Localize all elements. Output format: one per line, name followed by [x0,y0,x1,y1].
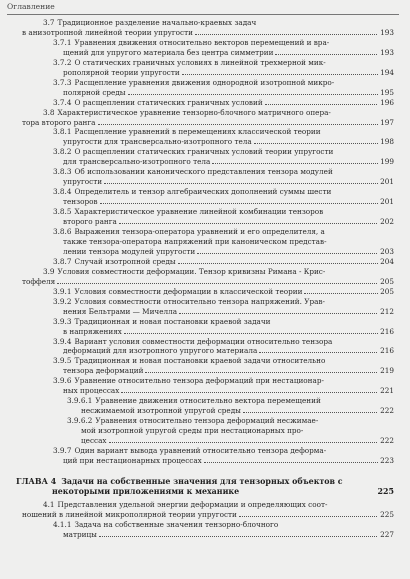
toc-page-number: 202 [380,217,394,227]
toc-entry[interactable] [0,337,410,357]
toc-entry-number: 3.8.6 [53,227,72,237]
toc-entry-title-line: Выражения тензора-оператора уравнений и его определителя, а [74,227,325,237]
toc-page-number: 201 [380,177,394,187]
toc-page-number: 193 [380,47,394,57]
toc-entry-title-line: Представления удельной энергии деформации и определяющих соот- [57,499,328,509]
toc-entry-title-line: Расщепление уравнения движения однородной изотропной микро- [74,77,335,87]
toc-entry-title-line: нения Бельтрами — Мичелла [63,306,178,316]
toc-entry-title-line: Традиционная и новая постановки краевой задачи относительно [74,356,326,366]
toc-entry-title-line: для трансверсально-изотропного тела [63,157,211,167]
toc-entry-title-line: Уравнение относительно тензора деформаций при нестационар- [74,376,324,386]
toc-entry[interactable] [0,257,410,267]
toc-entry-title-line: лении тензора модулей упругости [63,246,196,256]
toc-page-number: 216 [380,326,394,336]
toc-page-number: 222 [380,436,394,446]
toc-entry[interactable] [0,108,410,128]
toc-entry-title-line: ных процессах [63,386,120,396]
toc-entry-title-line: Об использовании канонического представления тензора модулей [74,167,333,177]
dot-leader [265,104,394,105]
toc-entry-number: 3.9.5 [53,356,72,366]
toc-entry-title-line: щений для упругого материала без центра симметрии [63,47,274,57]
toc-entry[interactable] [0,227,410,257]
toc-entry[interactable] [0,500,410,520]
toc-entry-number: 3.9.6.1 [67,396,93,406]
toc-entry-title-line: Вариант условия совместности деформации относительно тензора [74,336,333,346]
toc-page-number: 222 [380,406,394,416]
toc-entry-number: 3.9.1 [53,286,72,296]
toc-entry-number: 3.8.4 [53,187,72,197]
dot-leader [121,392,394,393]
toc-page-number: 197 [380,117,394,127]
toc-page-number: 196 [380,97,394,107]
toc-page-number: 199 [380,157,394,167]
running-header: Оглавление [7,2,55,11]
toc-entry[interactable] [0,317,410,337]
toc-entry[interactable] [0,207,410,227]
dot-leader [212,163,394,164]
toc-entry-number: 3.9.7 [53,445,72,455]
toc-entry-number: 3.9.6 [53,376,72,386]
chapter-page-number: 225 [377,487,394,497]
toc-page-number: 195 [380,87,394,97]
dot-leader [259,352,394,353]
dot-leader [179,313,394,314]
toc-entry-title-line: Условия совместности деформации в классической теории [74,286,303,296]
toc-entry-number: 3.8.1 [53,127,72,137]
toc-entry-number: 3.8.5 [53,207,72,217]
toc-page-number: 219 [380,366,394,376]
toc-page-number: 193 [380,27,394,37]
toc-entry-title-line: Случай изотропной среды [74,256,176,266]
toc-entry-title-line: Расщепление уравнений в перемещениях классической теории [74,127,321,137]
toc-page-number: 205 [380,276,394,286]
chapter-title-line: Задачи на собственные значения для тензорных объектов с [61,476,343,486]
dot-leader [99,536,394,537]
table-of-contents [0,18,410,540]
dot-leader [109,442,395,443]
dot-leader [182,74,394,75]
toc-entry-number: 3.8.2 [53,147,72,157]
dot-leader [239,516,394,517]
toc-entry-number: 3.8.3 [53,167,72,177]
toc-entry-title-line: Определитель и тензор алгебраических дополнений суммы шести [74,187,332,197]
toc-entry-title-line: в анизотропной линейной теории упругости [22,27,193,37]
dot-leader [98,124,395,125]
toc-page-number: 198 [380,137,394,147]
dot-leader [128,94,394,95]
toc-entry-number: 4.1 [43,499,55,509]
toc-entry-title-line: Условия совместности деформации. Тензор кривизны Римана - Крис- [57,266,326,276]
toc-entry[interactable] [0,98,410,108]
dot-leader [145,372,394,373]
toc-entry-title-line: упругости [63,177,103,187]
toc-page-number: 201 [380,197,394,207]
toc-entry[interactable] [0,287,410,297]
dot-leader [100,203,394,204]
toc-page-number: 212 [380,306,394,316]
chapter-heading[interactable] [0,477,410,498]
toc-entry-title-line: деформаций для изотропного упругого материала [63,346,258,356]
toc-entry-number: 3.8.7 [53,256,72,266]
toc-page-number: 204 [380,256,394,266]
toc-entry-number: 3.9.6.2 [67,416,93,426]
toc-entry-title-line: также тензора-оператора напряжений при каноническом представ- [63,236,327,246]
toc-entry-title-line: Уравнения относительно тензора деформаций несжимае- [95,416,319,426]
dot-leader [124,333,394,334]
toc-entry-number: 3.9.4 [53,336,72,346]
toc-entry-number: 3.7.2 [53,57,72,67]
toc-entry-number: 3.9 [43,266,55,276]
toc-entry-title-line: цессах [81,436,107,446]
header-rule [7,14,399,15]
toc-entry-number: 3.7.3 [53,77,72,87]
toc-entry-number: 3.9.3 [53,316,72,326]
toc-entry[interactable] [0,297,410,317]
toc-entry[interactable] [0,267,410,287]
toc-entry-title-line: тензоров [63,197,98,207]
toc-page-number: 223 [380,455,394,465]
dot-leader [104,183,394,184]
toc-entry-title-line: Один вариант вывода уравнений относительно тензора деформа- [74,445,327,455]
toc-entry-title-line: Условия совместности относительно тензора напряжений. Урав- [74,296,325,306]
toc-entry[interactable] [0,356,410,376]
toc-page-number: 203 [380,246,394,256]
dot-leader [57,283,394,284]
toc-entry-title-line: Характеристическое уравнение линейной комбинации тензоров [74,207,324,217]
toc-entry-title-line: в напряжениях [63,326,122,336]
toc-entry-title-line: Уравнение движения относительно вектора перемещений [95,396,321,406]
toc-entry[interactable] [0,38,410,58]
toc-entry-title-line: второго ранга [63,217,117,227]
toc-entry-title-line: О расщеплении статических граничных условий теории упругости [74,147,334,157]
dot-leader [243,412,394,413]
toc-entry-title-line: ций при нестационарных процессах [63,455,202,465]
toc-entry-title-line: Характеристическое уравнение тензорно-блочного матричного опера- [57,107,331,117]
dot-leader [275,54,394,55]
toc-entry-number: 3.7.1 [53,37,72,47]
toc-page-number: 205 [380,286,394,296]
toc-entry[interactable] [0,78,410,98]
toc-entry[interactable] [0,58,410,78]
toc-entry-title-line: мой изотропной упругой среды при нестационарных про- [81,426,304,436]
chapter-label: ГЛАВА 4 [16,476,57,486]
toc-page-number: 216 [380,346,394,356]
toc-entry-title-line: О расщеплении статических граничных условий [74,97,263,107]
toc-entry[interactable] [0,416,410,446]
toc-entry[interactable] [0,520,410,540]
toc-entry-number: 3.9.2 [53,296,72,306]
toc-entry[interactable] [0,187,410,207]
toc-entry-title-line: О статических граничных условиях в линейной трехмерной мик- [74,57,326,67]
toc-entry-title-line: тора второго ранга [22,117,96,127]
toc-page-number: 221 [380,386,394,396]
toc-entry-number: 3.7.4 [53,97,72,107]
dot-leader [254,143,394,144]
dot-leader [119,223,394,224]
toc-entry[interactable] [0,127,410,147]
toc-entry-title-line: полярной среды [63,87,126,97]
toc-entry[interactable] [0,147,410,167]
toc-entry[interactable] [0,396,410,416]
toc-entry[interactable] [0,167,410,187]
toc-entry[interactable] [0,446,410,466]
toc-entry[interactable] [0,376,410,396]
toc-entry-title-line: ношений в линейной микрополярной теории упругости [22,509,237,519]
toc-entry-title-line: упругости для трансверсально-изотропного тела [63,137,252,147]
dot-leader [204,462,394,463]
toc-entry-title-line: Традиционная и новая постановки краевой задачи [74,316,271,326]
toc-entry-title-line: матрицы [63,529,97,539]
toc-page-number: 227 [380,529,394,539]
dot-leader [178,263,394,264]
toc-entry-number: 4.1.1 [53,519,72,529]
chapter-title-line: некоторыми приложениями к механике [52,487,240,497]
toc-entry-title-line: Традиционное разделение начально-краевых задач [57,18,257,27]
toc-page-number: 225 [380,509,394,519]
toc-entry-title-line: Уравнения движения относительно векторов перемещений и вра- [74,37,330,47]
toc-page-number: 194 [380,67,394,77]
toc-entry-title-line: несжимаемой изотропной упругой среды [81,406,241,416]
toc-entry-title-line: Задача на собственные значения тензорно-блочного [74,519,279,529]
toc-entry-number: 3.8 [43,107,55,117]
toc-entry-number: 3.7 [43,18,55,27]
dot-leader [197,253,394,254]
toc-entry[interactable] [0,18,410,38]
toc-entry-title-line: рополярной теории упругости [63,67,180,77]
toc-entry-title-line: тензора деформаций [63,366,144,376]
toc-entry-title-line: тоффеля [22,276,56,286]
dot-leader [195,34,394,35]
